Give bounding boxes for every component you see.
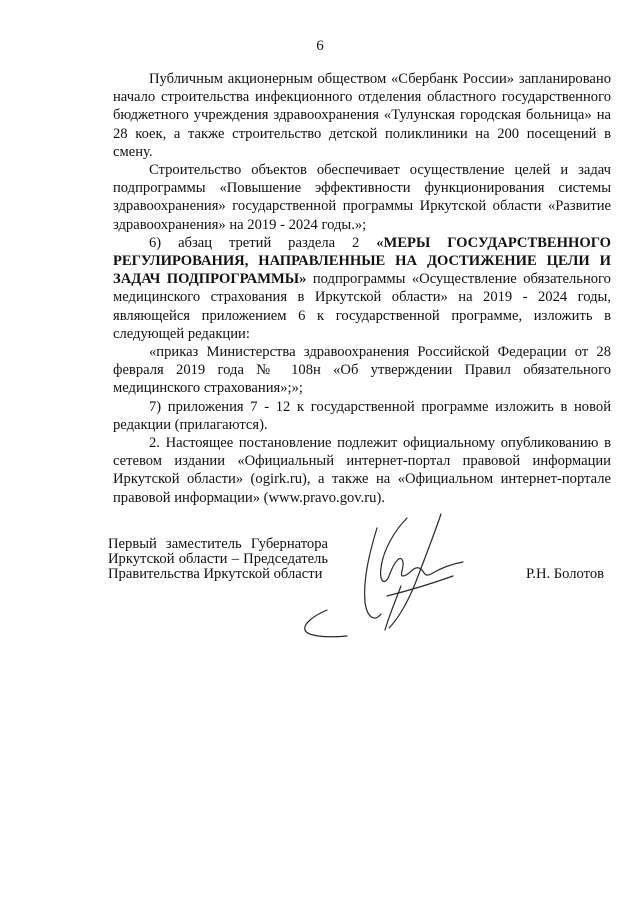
paragraph-text: Строительство объектов обеспечивает осуществление целей и задач подпрограммы «Повышение эффективности функционирования системы здравоохранения» государственной программы Иркутской области «Развитие здравоохранения» на 2019 - 2024 годы.»; [113, 162, 611, 233]
paragraph [113, 161, 611, 234]
page-number: 6 [316, 38, 324, 54]
paragraph-text: подпрограммы «Осуществление обязательного медицинского страхования в Иркутской области» на 2019 - 2024 годы, являющейся приложением 6 к государственной программе, изложить в следующей редакции: [113, 271, 611, 342]
document-body [113, 70, 611, 507]
signer-name: Р.Н. Болотов [526, 566, 605, 582]
paragraph-text: 6) абзац третий раздела 2 [149, 234, 377, 251]
paragraph [113, 434, 611, 507]
section-title-bold: «МЕРЫ ГОСУДАРСТВЕННОГО РЕГУЛИРОВАНИЯ, НАПРАВЛЕННЫЕ НА ДОСТИЖЕНИЕ ЦЕЛИ И ЗАДАЧ ПОДПРОГРАММЫ» [113, 234, 611, 288]
paragraph-text: 2. Настоящее постановление подлежит официальному опубликованию в сетевом издании «Официальный интернет-портал правовой информации Иркутской области» (ogirk.ru), а также на «Официальном интернет-портале правовой информации» (www.pravo.gov.ru). [113, 435, 611, 506]
paragraph [113, 398, 611, 434]
signer-position-line: Правительства Иркутской области [108, 566, 323, 582]
signer-position-line: Иркутской области – Председатель [108, 551, 328, 567]
paragraph-text: «приказ Министерства здравоохранения Российской Федерации от 28 февраля 2019 года № 108н «Об утверждении Правил обязательного медицинского страхования»;»; [113, 344, 611, 397]
paragraph [113, 70, 611, 161]
signer-position-line: Первый заместитель Губернатора [108, 536, 328, 552]
paragraph-text: 7) приложения 7 - 12 к государственной программе изложить в новой редакции (прилагаются). [113, 398, 611, 433]
handwritten-signature-icon [285, 510, 505, 650]
paragraph [113, 343, 611, 398]
paragraph-text: Публичным акционерным обществом «Сбербанк России» запланировано начало строительства инфекционного отделения областного государственного бюджетного учреждения здравоохранения «Тулунская городская больница» на 28 коек, а также строительство детской поликлиники на 200 посещений в смену. [113, 71, 611, 160]
paragraph [113, 234, 611, 343]
